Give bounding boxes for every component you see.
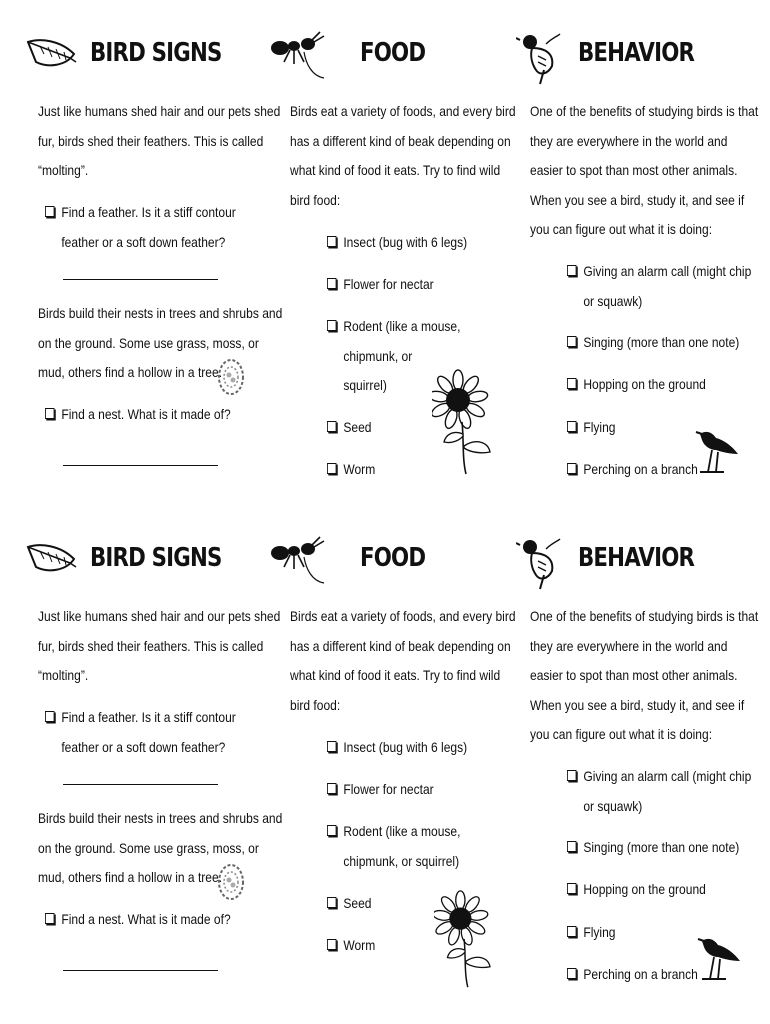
food-item-label: Flower for nectar xyxy=(343,276,434,292)
behavior-intro-line: you can figure out what it is doing: xyxy=(530,726,713,742)
nest-checkbox-item[interactable] xyxy=(45,905,231,935)
checkbox-rodent[interactable] xyxy=(327,320,336,331)
behavior-column xyxy=(530,0,759,505)
nest-item-label: Find a nest. What is it made of? xyxy=(61,406,231,422)
checkbox-singing[interactable] xyxy=(567,336,576,347)
nest-text-line: Birds build their nests in trees and shrubs and xyxy=(38,305,283,321)
behavior-intro xyxy=(530,97,758,245)
food-item-insect[interactable] xyxy=(327,733,467,763)
checkbox-flying[interactable] xyxy=(567,421,576,432)
bird-signs-intro-line: “molting”. xyxy=(38,162,89,178)
feather-checkbox-item[interactable] xyxy=(45,703,236,762)
nest-checkbox-item[interactable] xyxy=(45,400,231,430)
worksheet-panel-top xyxy=(0,0,770,505)
checkbox-seed[interactable] xyxy=(327,421,336,432)
food-item-label: Insect (bug with 6 legs) xyxy=(343,234,468,250)
bird-signs-title: BIRD SIGNS xyxy=(90,543,222,573)
bird-signs-header xyxy=(26,28,266,84)
behavior-item-perching[interactable] xyxy=(567,960,698,990)
behavior-item-label: Flying xyxy=(583,924,616,940)
food-intro-line: bird food: xyxy=(290,696,341,713)
checkbox-insect[interactable] xyxy=(327,741,336,752)
food-header xyxy=(268,533,508,589)
behavior-item-alarm[interactable] xyxy=(567,762,751,821)
behavior-item-label: Singing (more than one note) xyxy=(583,334,740,350)
bird-signs-intro-line: Just like humans shed hair and our pets shed xyxy=(38,103,281,119)
nest-answer-line[interactable] xyxy=(63,465,218,466)
checkbox-alarm[interactable] xyxy=(567,770,576,781)
behavior-title: BEHAVIOR xyxy=(578,38,695,68)
food-intro-line: what kind of food it eats. Try to find wild xyxy=(290,667,501,683)
food-intro-line: Birds eat a variety of foods, and every bird xyxy=(290,103,516,119)
food-item-label: Rodent (like a mouse, xyxy=(343,823,461,839)
food-intro-line: bird food: xyxy=(290,191,341,208)
checkbox-alarm[interactable] xyxy=(567,265,576,276)
feather-checkbox-item[interactable] xyxy=(45,198,236,257)
behavior-item-singing[interactable] xyxy=(567,328,739,358)
food-item-label: Seed xyxy=(343,895,372,911)
food-intro-line: has a different kind of beak depending on xyxy=(290,132,511,149)
food-intro xyxy=(290,97,516,215)
behavior-item-label: Hopping on the ground xyxy=(583,376,706,392)
food-item-seed[interactable] xyxy=(327,889,371,919)
bird-signs-header xyxy=(26,533,266,589)
food-title: FOOD xyxy=(360,38,426,68)
behavior-intro-line: easier to spot than most other animals. xyxy=(530,162,738,178)
nest-text-line: Birds build their nests in trees and shrubs and xyxy=(38,810,283,826)
behavior-item-label: Giving an alarm call (might chip xyxy=(583,768,752,784)
checkbox-insect[interactable] xyxy=(327,236,336,247)
food-column xyxy=(290,505,516,1010)
checkbox-flying[interactable] xyxy=(567,926,576,937)
food-intro-line: Birds eat a variety of foods, and every bird xyxy=(290,608,516,624)
bird-signs-column xyxy=(38,505,283,1010)
food-item-label: Flower for nectar xyxy=(343,781,434,797)
nest-text-line: mud, others find a hollow in a tree. xyxy=(38,364,223,380)
behavior-header xyxy=(516,533,756,589)
ant-icon xyxy=(268,535,328,587)
feather-item-label: Find a feather. Is it a stiff contour xyxy=(61,709,236,725)
behavior-intro-line: easier to spot than most other animals. xyxy=(530,667,738,683)
bird-signs-intro xyxy=(38,97,280,186)
checkbox-worm[interactable] xyxy=(327,939,336,950)
nest-item-label: Find a nest. What is it made of? xyxy=(61,911,231,927)
food-item-seed[interactable] xyxy=(327,413,371,443)
nest-text-line: on the ground. Some use grass, moss, or xyxy=(38,334,259,351)
feather-icon xyxy=(26,32,78,76)
behavior-item-label: Singing (more than one note) xyxy=(583,839,740,855)
checkbox-feather[interactable] xyxy=(45,711,54,722)
behavior-item-label-cont: or squawk) xyxy=(583,797,643,814)
feather-item-label-cont: feather or a soft down feather? xyxy=(61,738,226,755)
food-item-rodent[interactable] xyxy=(327,817,460,876)
bird-signs-column xyxy=(38,0,283,505)
nest-icon xyxy=(216,357,246,397)
food-intro-line: has a different kind of beak depending on xyxy=(290,637,511,654)
food-intro xyxy=(290,602,516,720)
behavior-intro-line: When you see a bird, study it, and see if xyxy=(530,696,745,713)
behavior-item-label: Hopping on the ground xyxy=(583,881,706,897)
behavior-item-label-cont: or squawk) xyxy=(583,292,643,309)
checkbox-hopping[interactable] xyxy=(567,883,576,894)
behavior-item-singing[interactable] xyxy=(567,833,739,863)
behavior-item-flying[interactable] xyxy=(567,918,615,948)
behavior-item-flying[interactable] xyxy=(567,413,615,443)
behavior-title: BEHAVIOR xyxy=(578,543,695,573)
checkbox-perching[interactable] xyxy=(567,968,576,979)
checkbox-flower[interactable] xyxy=(327,278,336,289)
feather-item-label: Find a feather. Is it a stiff contour xyxy=(61,204,236,220)
bird-signs-intro-line: fur, birds shed their feathers. This is called xyxy=(38,132,264,149)
behavior-item-label: Perching on a branch xyxy=(583,461,698,477)
food-item-label: Rodent (like a mouse, xyxy=(343,318,461,334)
behavior-item-hopping[interactable] xyxy=(567,875,706,905)
checkbox-nest[interactable] xyxy=(45,408,54,419)
food-item-worm[interactable] xyxy=(327,455,375,485)
behavior-intro-line: they are everywhere in the world and xyxy=(530,637,728,654)
behavior-intro-line: they are everywhere in the world and xyxy=(530,132,728,149)
food-title: FOOD xyxy=(360,543,426,573)
worksheet-panel-bottom xyxy=(0,505,770,1010)
perching-bird-icon xyxy=(694,426,740,474)
behavior-item-hopping[interactable] xyxy=(567,370,706,400)
food-intro-line: what kind of food it eats. Try to find wild xyxy=(290,162,501,178)
food-header xyxy=(268,28,508,84)
food-item-label: Worm xyxy=(343,461,376,477)
behavior-item-perching[interactable] xyxy=(567,455,698,485)
behavior-intro xyxy=(530,602,758,750)
behavior-item-alarm[interactable] xyxy=(567,257,751,316)
nest-text-line: on the ground. Some use grass, moss, or xyxy=(38,839,259,856)
sunflower-icon xyxy=(434,889,496,989)
behavior-intro-line: you can figure out what it is doing: xyxy=(530,221,713,237)
checkbox-worm[interactable] xyxy=(327,463,336,474)
ant-icon xyxy=(268,30,328,82)
checkbox-perching[interactable] xyxy=(567,463,576,474)
food-item-label: Seed xyxy=(343,419,372,435)
sunflower-icon xyxy=(432,368,494,476)
feather-item-label-cont: feather or a soft down feather? xyxy=(61,233,226,250)
checkbox-singing[interactable] xyxy=(567,841,576,852)
behavior-header xyxy=(516,28,756,84)
food-item-label-cont: chipmunk, or xyxy=(343,347,413,364)
nest-answer-line[interactable] xyxy=(63,970,218,971)
checkbox-feather[interactable] xyxy=(45,206,54,217)
food-item-worm[interactable] xyxy=(327,931,375,961)
behavior-intro-line: When you see a bird, study it, and see if xyxy=(530,191,745,208)
hummingbird-icon xyxy=(516,535,562,591)
checkbox-rodent[interactable] xyxy=(327,825,336,836)
checkbox-hopping[interactable] xyxy=(567,378,576,389)
perching-bird-icon xyxy=(696,933,742,981)
nest-text-line: mud, others find a hollow in a tree. xyxy=(38,869,223,885)
behavior-intro-line: One of the benefits of studying birds is that xyxy=(530,608,759,624)
food-item-label: Worm xyxy=(343,937,376,953)
behavior-item-label: Perching on a branch xyxy=(583,966,698,982)
checkbox-nest[interactable] xyxy=(45,913,54,924)
behavior-column xyxy=(530,505,759,1010)
checkbox-flower[interactable] xyxy=(327,783,336,794)
behavior-item-label: Flying xyxy=(583,419,616,435)
bird-signs-title: BIRD SIGNS xyxy=(90,38,222,68)
food-item-flower[interactable] xyxy=(327,775,434,805)
food-item-label: Insect (bug with 6 legs) xyxy=(343,739,468,755)
bird-signs-intro-line: “molting”. xyxy=(38,667,89,683)
feather-answer-line[interactable] xyxy=(63,784,218,785)
food-item-label-cont: chipmunk, or squirrel) xyxy=(343,852,460,869)
hummingbird-icon xyxy=(516,30,562,86)
checkbox-seed[interactable] xyxy=(327,897,336,908)
food-item-flower[interactable] xyxy=(327,270,434,300)
food-column xyxy=(290,0,516,505)
food-item-label-cont: squirrel) xyxy=(343,377,387,393)
bird-signs-intro-line: Just like humans shed hair and our pets shed xyxy=(38,608,281,624)
nest-icon xyxy=(216,862,246,902)
feather-icon xyxy=(26,537,78,581)
bird-signs-intro-line: fur, birds shed their feathers. This is called xyxy=(38,637,264,654)
feather-answer-line[interactable] xyxy=(63,279,218,280)
behavior-item-label: Giving an alarm call (might chip xyxy=(583,263,752,279)
food-item-insect[interactable] xyxy=(327,228,467,258)
behavior-intro-line: One of the benefits of studying birds is that xyxy=(530,103,759,119)
bird-signs-intro xyxy=(38,602,280,691)
